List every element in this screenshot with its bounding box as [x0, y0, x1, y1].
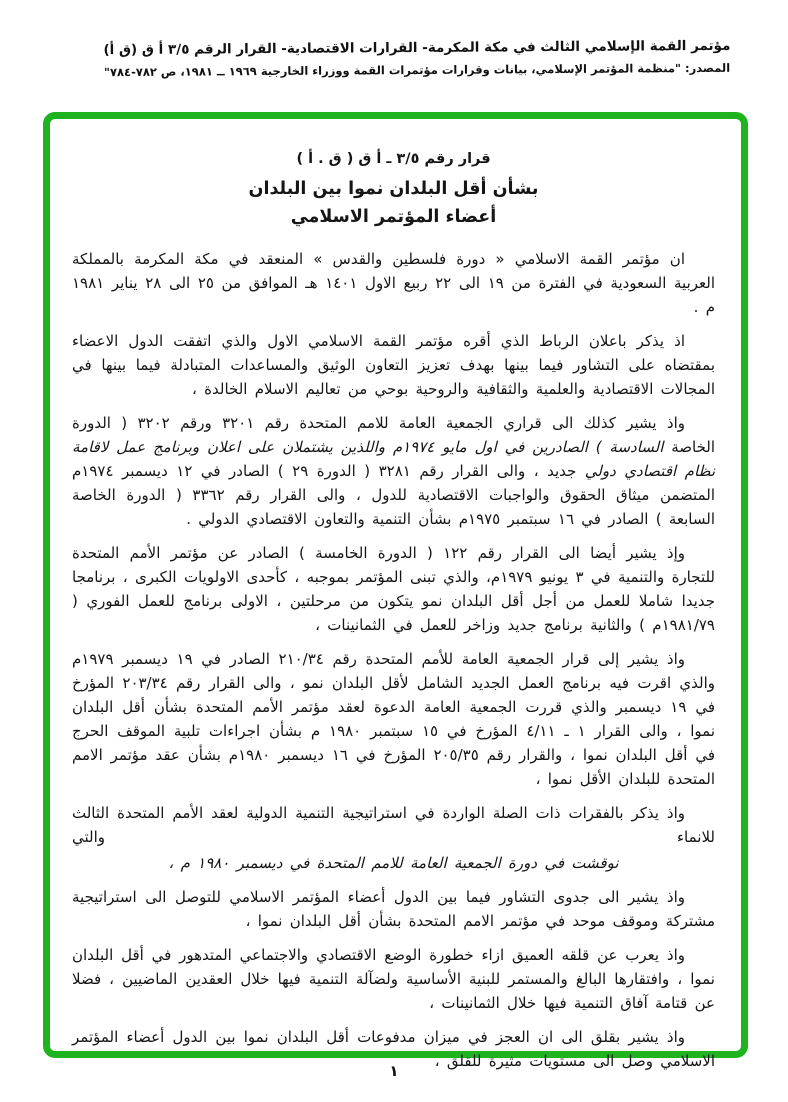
document-paragraph: [72, 411, 715, 531]
document-paragraph: [72, 943, 715, 1015]
text-run: واذ يعرب عن قلقه العميق ازاء خطورة الوضع الاقتصادي والاجتماعي المتدهور في أقل البلدان نموا ، وافتقارها البالغ والمستمر للبنية الأساسية ولضآلة التنمية فيها خلال العقدين الماضيين ، فضلا عن قتامة آفاق التنمية فيها خلال الثمانينات ،: [72, 946, 715, 1012]
text-run: جديد ، والى القرار رقم ٣٢٨١ ( الدورة ٢٩ ) الصادر في ١٢ ديسمبر ١٩٧٤م المتضمن ميثاق الحقوق والواجبات الاقتصادية للدول ، والى القرار رقم ٣٣٦٢ ( الدورة الخاصة السابعة ) الصادر في ١٦ سبتمبر ١٩٧٥م بشأن التنمية والتعاون الاقتصادي الدولي .: [72, 462, 715, 528]
resolution-number-title: قرار رقم ٣/٥ ـ أ ق ( ق . أ ): [296, 151, 491, 167]
text-run: واذ يذكر بالفقرات ذات الصلة الواردة في استراتيجية التنمية الدولية لعقد الأمم المتحدة الثالث للانماء والتي: [72, 804, 715, 846]
page-number: ١: [389, 1062, 399, 1080]
document-paragraph: [72, 851, 715, 875]
document-paragraph: [72, 541, 715, 637]
resolution-subject-subtitle: أعضاء المؤتمر الاسلامي: [290, 207, 497, 227]
resolution-subject-title: بشأن أقل البلدان نموا بين البلدان: [248, 179, 539, 199]
document-paragraph: [72, 647, 715, 791]
document-body: [72, 247, 715, 1073]
text-run: ان مؤتمر القمة الاسلامي « دورة فلسطين والقدس » المنعقد في مكة المكرمة بالمملكة العربية السعودية في الفترة من ١٩ الى ٢٢ ربيع الاول ١٤٠١ هـ الموافق من ٢٥ الى ٢٨ يناير ١٩٨١ م .: [72, 250, 716, 316]
document-paragraph: [72, 801, 715, 849]
header-source-line: المصدر: "منظمة المؤتمر الإسلامي، بيانات وقرارات مؤتمرات القمة ووزراء الخارجية ١٩٦٩ ــ ١٩٨١، ص ٧٨٢-٧٨٤": [103, 60, 731, 80]
header-title-line: مؤتمر القمة الإسلامي الثالث في مكة المكرمة- القرارات الاقتصادية- القرار الرقم ٣/٥ أ ق (ق أ): [103, 37, 731, 59]
document-paragraph: [72, 247, 715, 319]
text-run: اذ يذكر باعلان الرباط الذي أقره مؤتمر القمة الاسلامي الاول والذي اتفقت الدول الاعضاء بمقتضاه على التشاور فيما بينها بهدف تعزيز التعاون الوثيق والمساعدات المتبادلة فيما بينها في المجالات الاقتصادية والعلمية والثقافية والروحية بوحي من تعاليم الاسلام الخالدة ،: [72, 332, 715, 398]
text-run: وإذ يشير أيضا الى القرار رقم ١٢٢ ( الدورة الخامسة ) الصادر عن مؤتمر الأمم المتحدة للتجارة والتنمية في ٣ يونيو ١٩٧٩م، والذي تبنى المؤتمر بموجبه ، كأحدى الاولويات الكبرى ، برنامجا جديدا شاملا للعمل من أجل أقل البلدان نمو يتكون من مرحلتين ، الاولى برنامج للعمل الفوري ( ١٩٨١/٧٩م ) والثانية برنامج جديد وزاخر للعمل في الثمانينات ،: [72, 544, 716, 634]
text-run: نوقشت في دورة الجمعية العامة للامم المتحدة في ديسمبر ١٩٨٠ م ،: [168, 854, 619, 872]
text-run: واذ يشير الى جدوى التشاور فيما بين الدول أعضاء المؤتمر الاسلامي للتوصل الى استراتيجية مشتركة وموقف موحد في مؤتمر الامم المتحدة بشأن أقل البلدان نموا ،: [72, 888, 715, 930]
scan-header: [23, 37, 788, 80]
document-paragraph: [72, 885, 715, 933]
document-content: [50, 119, 741, 1093]
green-border-frame: [43, 112, 748, 1070]
text-run: واذ يشير إلى قرار الجمعية العامة للأمم المتحدة رقم ٢١٠/٣٤ الصادر في ١٩ ديسمبر ١٩٧٩م والذي اقرت فيه برنامج العمل الجديد الشامل لأقل البلدان نمو ، والى القرار رقم ٢٠٣/٣٤ المؤرخ في ١٩ ديسمبر والذي قررت الجمعية العامة الدعوة لعقد مؤتمر الأمم المتحدة بشأن أقل البلدان نموا ، والى القرار ١ ـ ٤/١١ المؤرخ في ١٥ سبتمبر ١٩٨٠ م بشأن اجراءات تلبية الموقف الحرج في أقل البلدان نموا ، والقرار رقم ٢٠٥/٣٥ المؤرخ في ١٦ ديسمبر ١٩٨٠م بشأن عقد مؤتمر الامم المتحدة للبلدان الأقل نموا ،: [72, 650, 716, 788]
text-run: واذ يشير بقلق الى ان العجز في ميزان مدفوعات أقل البلدان نموا بين الدول أعضاء المؤتمر الاسلامي وصل الى مستويات مثيرة للقلق ،: [72, 1028, 715, 1070]
document-paragraph: [72, 329, 715, 401]
text-run: السادسة ) الصادرين في اول مايو ١٩٧٤م واللذين يشتملان على اعلان وبرنامج عمل لاقامة نظام اقتصادي دولي: [72, 438, 715, 480]
text-run: واذ يشير كذلك الى قراري الجمعية العامة للامم المتحدة رقم ٣٢٠١ ورقم ٣٢٠٢ ( الدورة الخاصة: [72, 414, 715, 456]
